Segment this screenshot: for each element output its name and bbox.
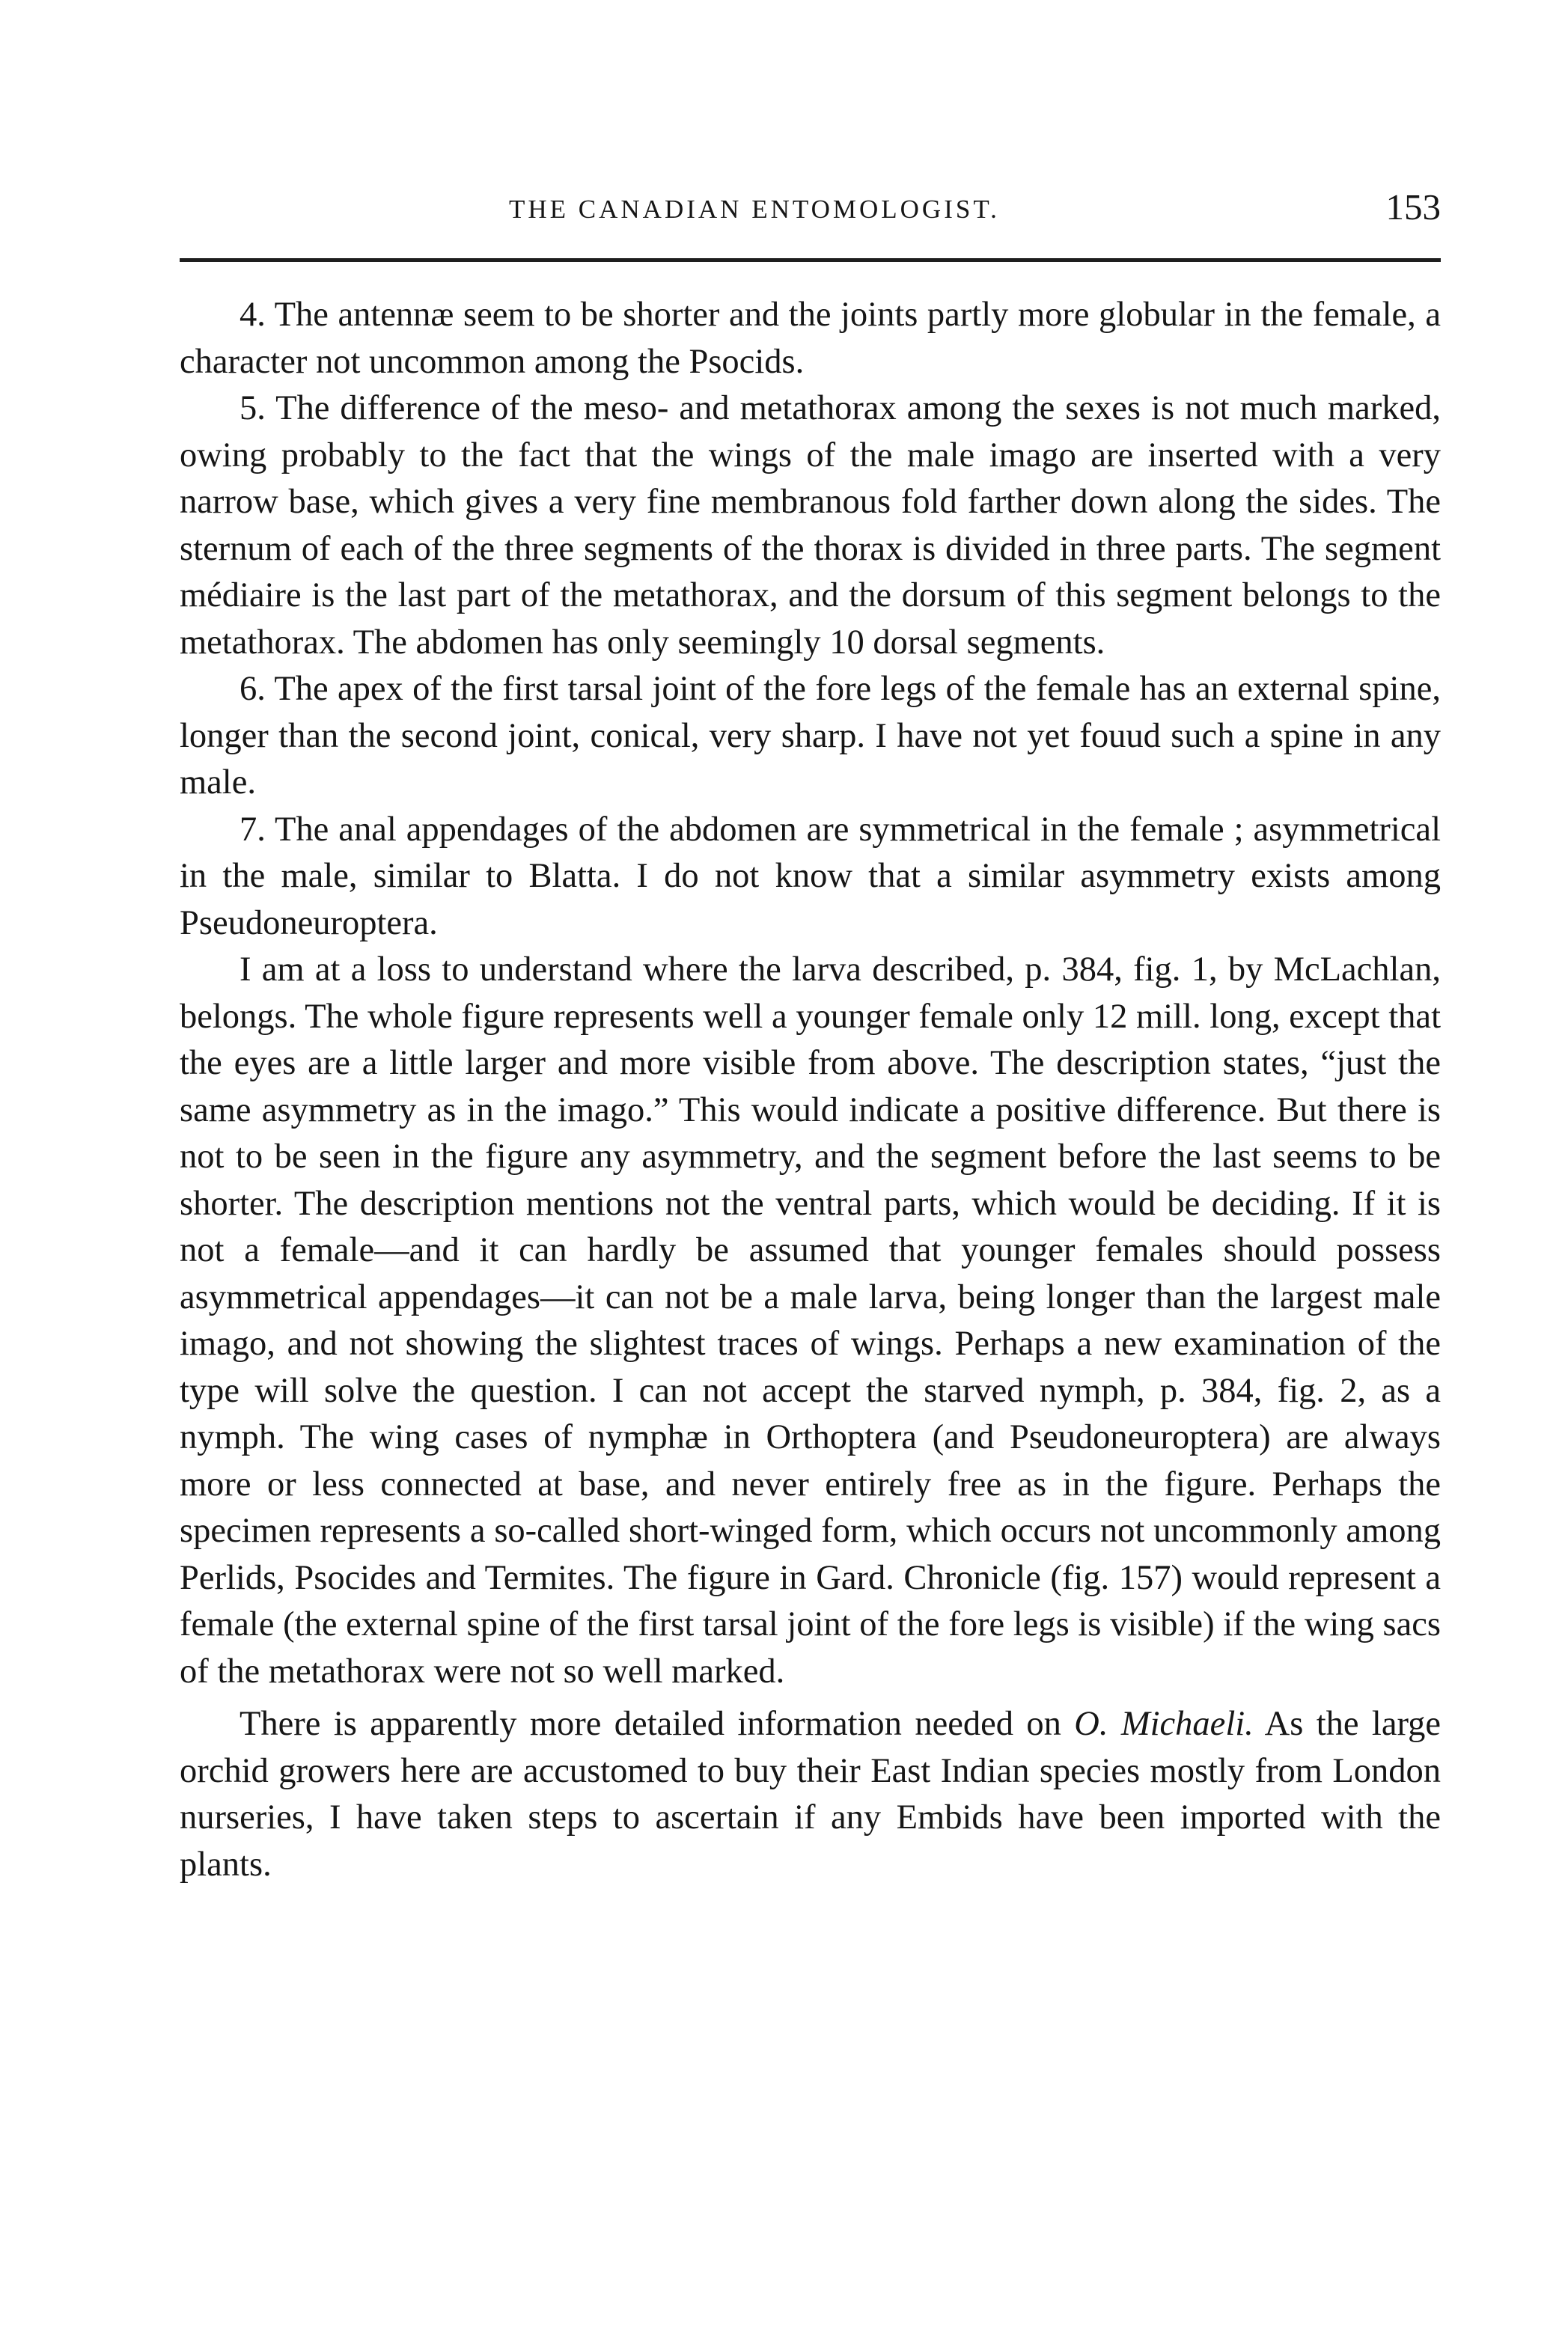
journal-title: THE CANADIAN ENTOMOLOGIST. xyxy=(509,195,1000,224)
paragraph-item-5: 5. The difference of the meso- and metathorax among the sexes is not much marked, owing probably to the fact that the wings of the male imago are inserted with a very narrow base, which gives a very fine membranous fold farther down along the sides. The sternum of each of the three segments of the thorax is divided in three parts. The segment médiaire is the last part of the metathorax, and the dorsum of this segment belongs to the metathorax. The abdomen has only seemingly 10 dorsal segments. xyxy=(180,389,1441,662)
species-name: O. Michaeli. xyxy=(1074,1705,1254,1743)
paragraph-larva-discussion: I am at a loss to understand where the larva described, p. 384, fig. 1, by McLachlan, belongs. The whole figure represents well a younger female only 12 mill. long, except that the eyes are a little larger and more visible from above. The description states, “just the same asymmetry as in the imago.” This would indicate a positive difference. But there is not to be seen in the figure any asymmetry, and the segment before the last seems to be shorter. The description mentions not the ventral parts, which would be deciding. If it is not a female—and it can hardly be assumed that younger females should possess asymmetrical appendages—it can not be a male larva, being longer than the largest male imago, and not showing the slightest traces of wings. Perhaps a new examination of the type will solve the question. I can not accept the starved nymph, p. 384, fig. 2, as a nymph. The wing cases of nymphæ in Orthoptera (and Pseudoneuroptera) are always more or less connected at base, and never entirely free as in the figure. Perhaps the specimen represents a so-called short-winged form, which occurs not uncommonly among Perlids, Psocides and Termites. The figure in Gard. Chronicle (fig. 157) would represent a female (the external spine of the first tarsal joint of the fore legs is visible) if the wing sacs of the metathorax were not so well marked. xyxy=(180,950,1441,1691)
paragraph-item-7: 7. The anal appendages of the abdomen are symmetrical in the female ; asymmetrical in the male, similar to Blatta. I do not know that a similar asymmetry exists among Pseudoneuroptera. xyxy=(180,810,1441,942)
body-text xyxy=(180,292,1441,1888)
page-number: 153 xyxy=(1385,186,1441,228)
paragraph-item-6: 6. The apex of the first tarsal joint of the fore legs of the female has an external spine, longer than the second joint, conical, very sharp. I have not yet fouud such a spine in any male. xyxy=(180,670,1441,802)
running-head xyxy=(180,180,1441,232)
paragraph-closing xyxy=(180,1701,1441,1888)
closing-text-start: There is apparently more detailed information needed on xyxy=(240,1705,1075,1743)
closing-text-end: As the large orchid growers here are accustomed to buy their East Indian species mostly from London nurseries, I have taken steps to ascertain if any Embids have been imported with the plants. xyxy=(180,1705,1441,1884)
paragraph-item-4: 4. The antennæ seem to be shorter and the joints partly more globular in the female, a character not uncommon among the Psocids. xyxy=(180,296,1441,381)
header-rule xyxy=(180,258,1441,262)
